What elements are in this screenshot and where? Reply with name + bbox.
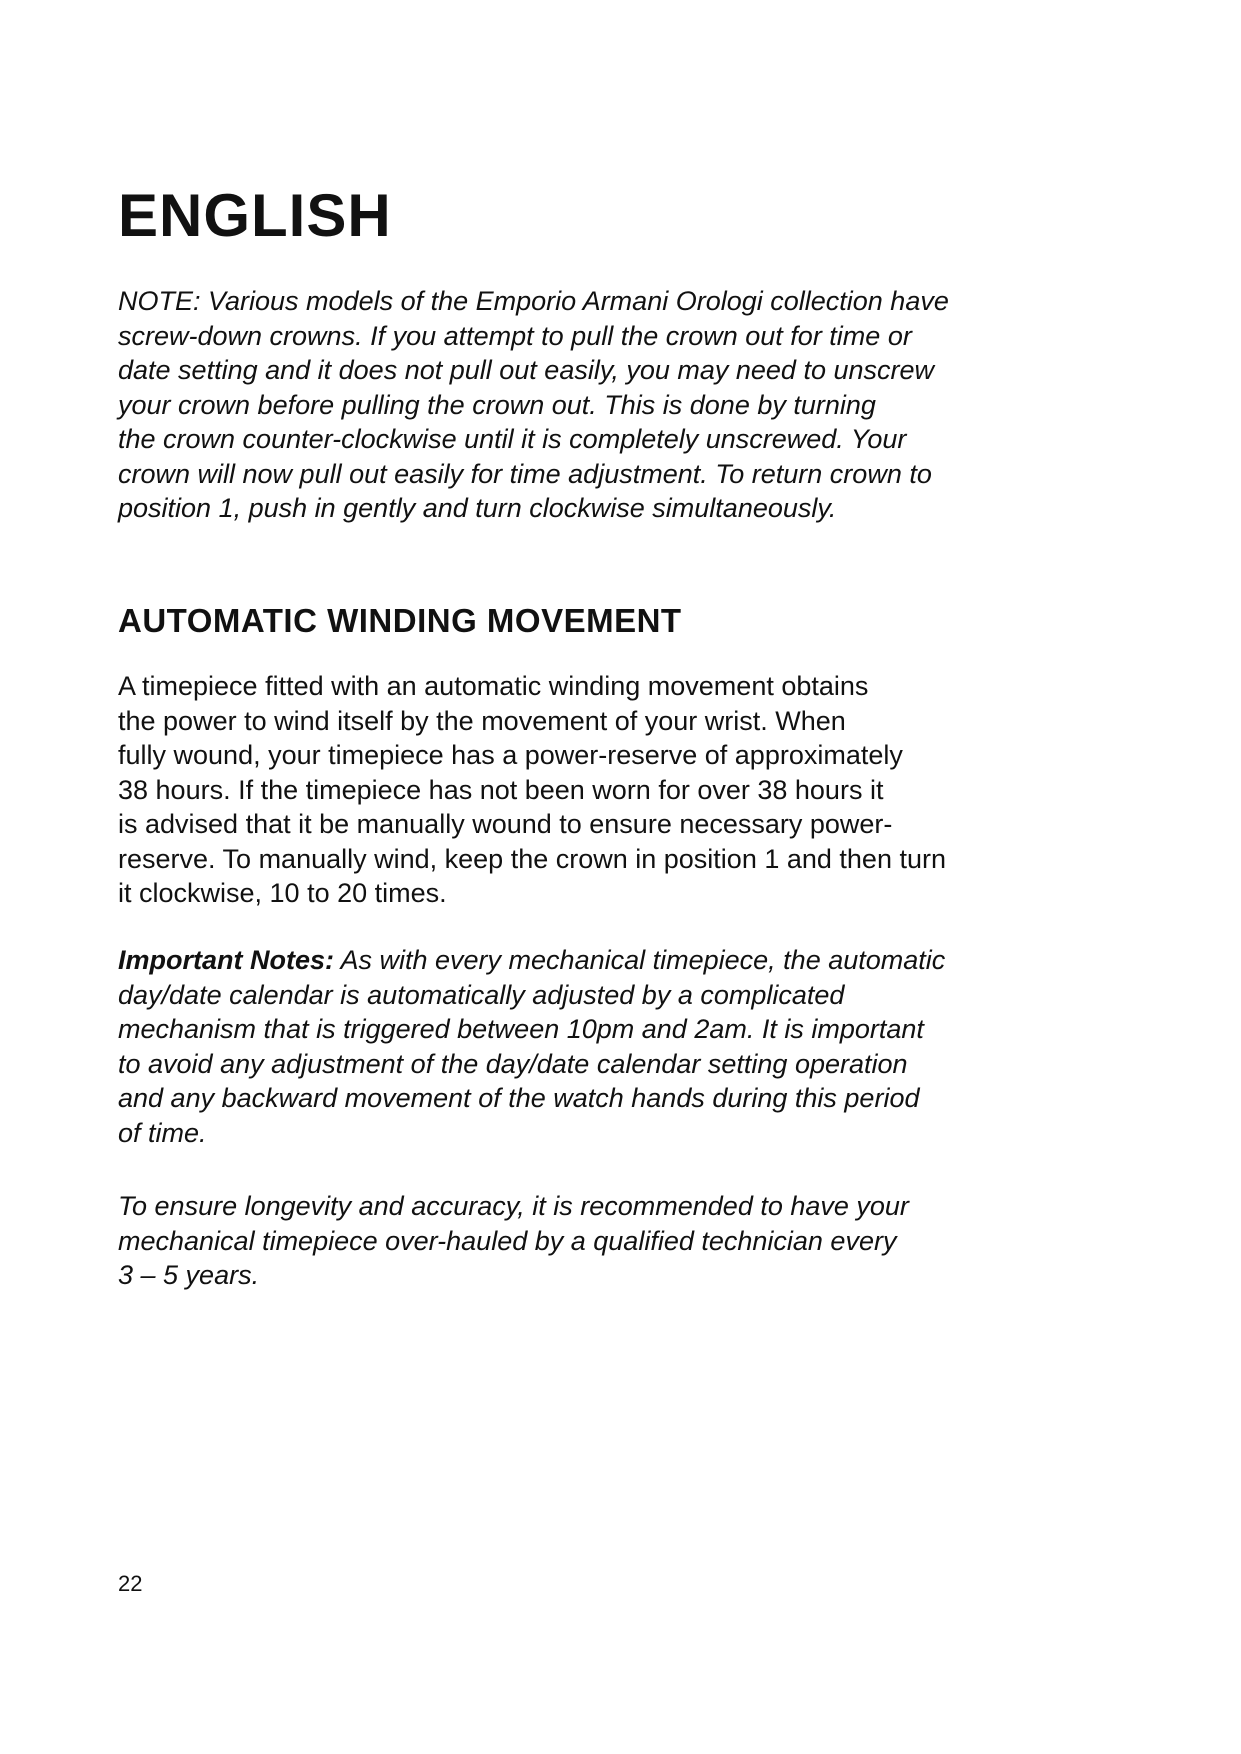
important-first-line-text: As with every mechanical timepiece, the automatic <box>334 945 946 975</box>
paragraph-line: A timepiece fitted with an automatic winding movement obtains <box>118 671 869 701</box>
paragraph-line: fully wound, your timepiece has a power-reserve of approximately <box>118 740 903 770</box>
note-line: NOTE: Various models of the Emporio Armani Orologi collection have <box>118 286 949 316</box>
important-line: day/date calendar is automatically adjusted by a complicated <box>118 979 845 1010</box>
important-notes-paragraph <box>118 943 1128 1150</box>
important-line: of time. <box>118 1117 207 1148</box>
page-number: 22 <box>118 1571 143 1596</box>
note-line: your crown before pulling the crown out. This is done by turning <box>118 389 876 420</box>
paragraph-line: reserve. To manually wind, keep the crown in position 1 and then turn <box>118 843 946 874</box>
section-heading: AUTOMATIC WINDING MOVEMENT <box>118 602 682 639</box>
paragraph-line: the power to wind itself by the movement of your wrist. When <box>118 705 846 736</box>
note-line: screw-down crowns. If you attempt to pull the crown out for time or <box>118 320 912 351</box>
important-line: and any backward movement of the watch hands during this period <box>118 1083 920 1113</box>
paragraph-line: is advised that it be manually wound to ensure necessary power- <box>118 809 893 839</box>
automatic-winding-paragraph <box>118 669 1128 911</box>
note-line: crown will now pull out easily for time adjustment. To return crown to <box>118 458 932 489</box>
longevity-line: 3 – 5 years. <box>118 1260 260 1290</box>
longevity-paragraph <box>118 1189 1128 1293</box>
important-line: mechanism that is triggered between 10pm and 2am. It is important <box>118 1014 924 1044</box>
note-line: position 1, push in gently and turn clockwise simultaneously. <box>118 493 837 523</box>
note-paragraph <box>118 284 1128 526</box>
important-first-line <box>118 943 1128 978</box>
longevity-line: mechanical timepiece over-hauled by a qualified technician every <box>118 1225 897 1256</box>
longevity-line: To ensure longevity and accuracy, it is recommended to have your <box>118 1191 909 1221</box>
important-line: to avoid any adjustment of the day/date calendar setting operation <box>118 1048 908 1079</box>
paragraph-line: 38 hours. If the timepiece has not been worn for over 38 hours it <box>118 774 884 805</box>
important-notes-label: Important Notes: <box>118 945 334 975</box>
page-title: ENGLISH <box>118 182 392 249</box>
note-line: date setting and it does not pull out easily, you may need to unscrew <box>118 355 934 385</box>
paragraph-line: it clockwise, 10 to 20 times. <box>118 878 447 908</box>
note-line: the crown counter-clockwise until it is completely unscrewed. Your <box>118 424 907 454</box>
